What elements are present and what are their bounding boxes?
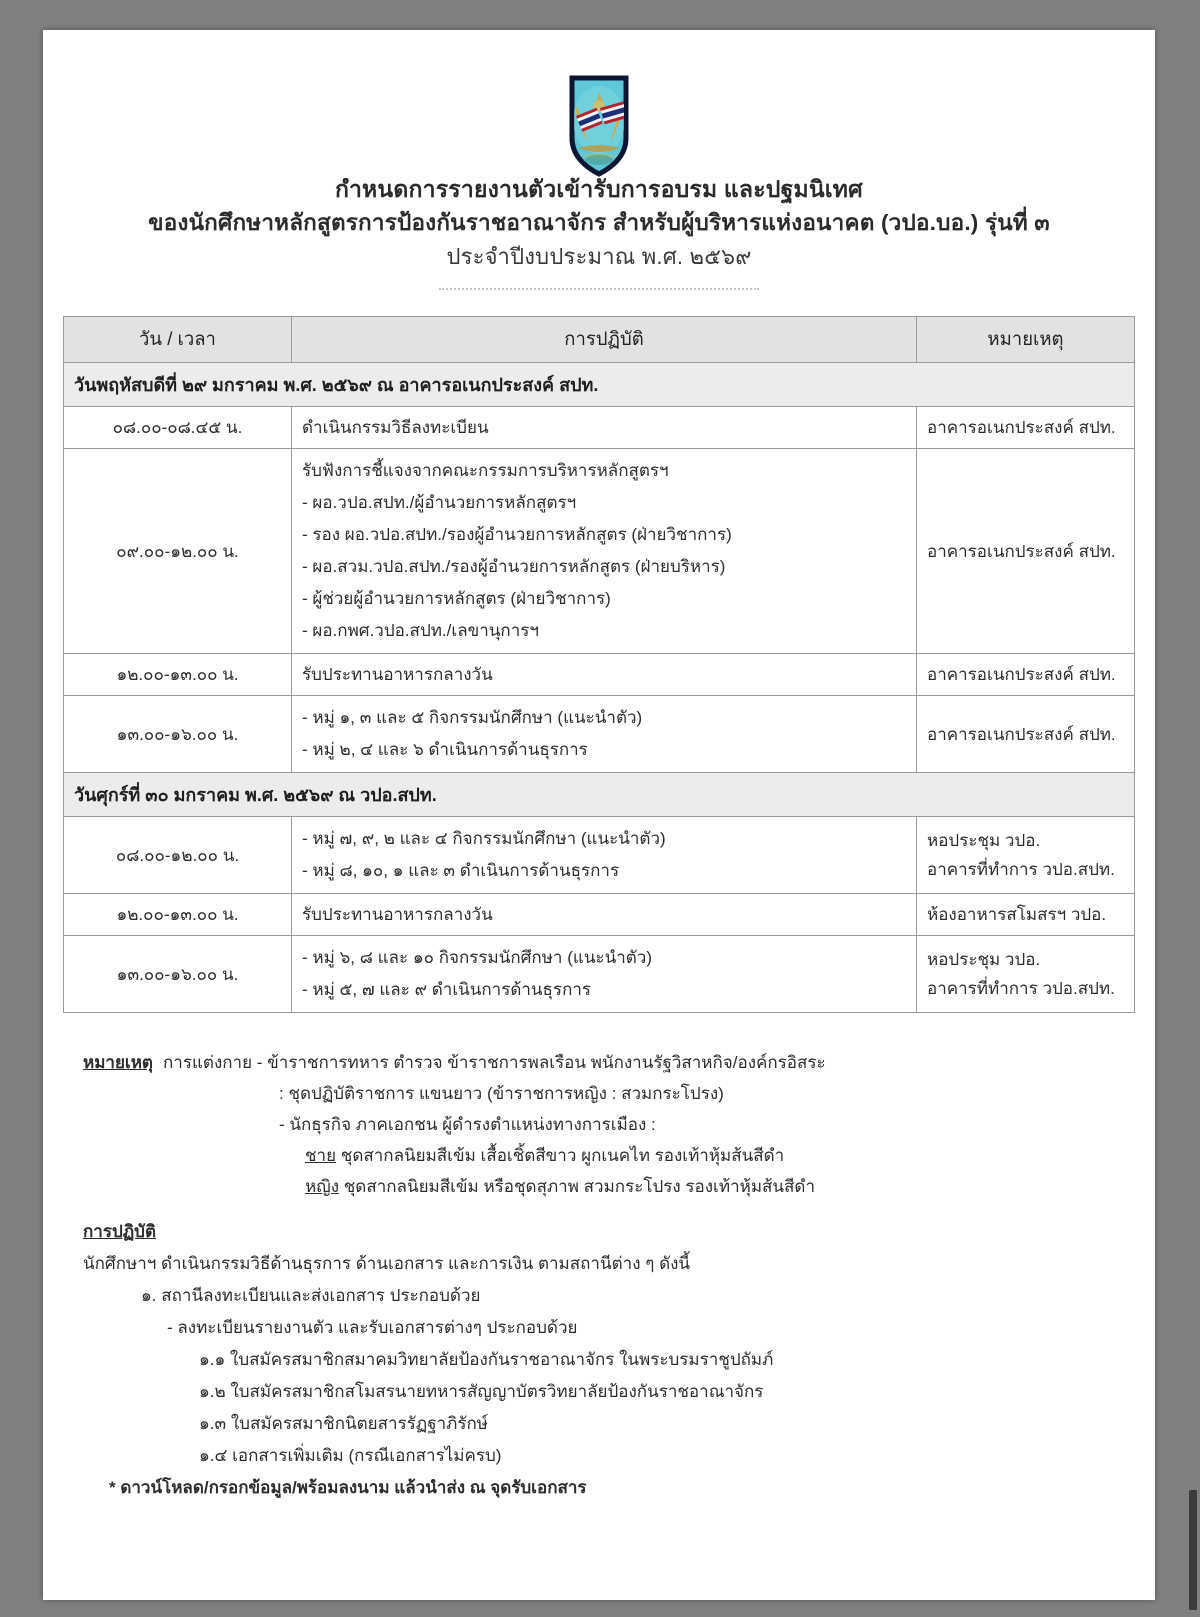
day-header-row xyxy=(64,363,1135,407)
cell-activity xyxy=(292,654,917,696)
cell-activity xyxy=(292,407,917,449)
table-body xyxy=(64,363,1135,1013)
page-title-block xyxy=(43,172,1155,274)
notes-male-label: ชาย xyxy=(305,1146,337,1165)
notes-female-text: ชุดสากลนิยมสีเข้ม หรือชุดสุภาพ สวมกระโปรง รองเท้าหุ้มส้นสีดำ xyxy=(343,1177,815,1196)
notes-female-label: หญิง xyxy=(305,1177,339,1196)
cell-time: ๑๓.๐๐-๑๖.๐๐ น. xyxy=(64,696,292,773)
practice-sub-item-list xyxy=(83,1344,1115,1472)
table-row xyxy=(64,817,1135,894)
activity-line: - หมู่ ๗, ๙, ๒ และ ๔ กิจกรรมนักศึกษา (แนะนำตัว) xyxy=(302,829,666,848)
activity-line: - ผอ.สวม.วปอ.สปท./รองผู้อำนวยการหลักสูตร (ฝ่ายบริหาร) xyxy=(302,557,726,576)
notes-first-row xyxy=(83,1047,1115,1078)
note-line: อาคารอเนกประสงค์ สปท. xyxy=(927,541,1116,561)
column-header-activity: การปฏิบัติ xyxy=(292,317,917,363)
practice-item-1: ๑. สถานีลงทะเบียนและส่งเอกสาร ประกอบด้วย xyxy=(141,1286,481,1305)
activity-line: - หมู่ ๘, ๑๐, ๑ และ ๓ ดำเนินการด้านธุรการ xyxy=(302,861,620,880)
cell-activity xyxy=(292,894,917,936)
page-scrollbar[interactable] xyxy=(1186,0,1200,1617)
activity-line: รับประทานอาหารกลางวัน xyxy=(302,664,493,684)
table-row xyxy=(64,449,1135,654)
notes-section xyxy=(83,1047,1115,1202)
cell-time: ๑๒.๐๐-๑๓.๐๐ น. xyxy=(64,894,292,936)
activity-line: รับประทานอาหารกลางวัน xyxy=(302,904,493,924)
practice-item-1-sub: - ลงทะเบียนรายงานตัว และรับเอกสารต่างๆ ประกอบด้วย xyxy=(167,1318,578,1337)
activity-line: รับฟังการชี้แจงจากคณะกรรมการบริหารหลักสูตรฯ xyxy=(302,461,669,480)
cell-note xyxy=(917,696,1135,773)
schedule-table-container xyxy=(63,316,1135,1013)
activity-line: - หมู่ ๒, ๔ และ ๖ ดำเนินการด้านธุรการ xyxy=(302,740,588,759)
activity-line: ดำเนินกรรมวิธีลงทะเบียน xyxy=(302,417,489,437)
cell-note xyxy=(917,654,1135,696)
cell-note xyxy=(917,817,1135,894)
document-page xyxy=(43,30,1155,1600)
cell-activity xyxy=(292,936,917,1013)
cell-activity xyxy=(292,817,917,894)
day-header-row xyxy=(64,773,1135,817)
table-row xyxy=(64,894,1135,936)
practice-sub-item: ๑.๒ ใบสมัครสมาชิกสโมสรนายทหารสัญญาบัตรวิทยาลัยป้องกันราชอาณาจักร xyxy=(199,1382,764,1401)
schedule-table xyxy=(63,316,1135,1013)
practice-sub-item: ๑.๔ เอกสารเพิ่มเติม (กรณีเอกสารไม่ครบ) xyxy=(199,1446,502,1465)
notes-female-dress-row xyxy=(83,1171,1115,1202)
table-row xyxy=(64,654,1135,696)
note-line: ห้องอาหารสโมสรฯ วปอ. xyxy=(927,905,1107,924)
column-header-note: หมายเหตุ xyxy=(917,317,1135,363)
title-divider xyxy=(439,288,759,290)
practice-heading: การปฏิบัติ xyxy=(83,1222,157,1241)
cell-time: ๑๓.๐๐-๑๖.๐๐ น. xyxy=(64,936,292,1013)
note-line: หอประชุม วปอ. xyxy=(927,831,1041,850)
table-row xyxy=(64,407,1135,449)
page-title-line-3: ประจำปีงบประมาณ พ.ศ. ๒๕๖๙ xyxy=(446,244,752,269)
activity-line: - รอง ผอ.วปอ.สปท./รองผู้อำนวยการหลักสูตร (ฝ่ายวิชาการ) xyxy=(302,525,732,544)
page-title-line-2: ของนักศึกษาหลักสูตรการป้องกันราชอาณาจักร สำหรับผู้บริหารแห่งอนาคต (วปอ.บอ.) รุ่นที่ ๓ xyxy=(148,210,1050,235)
notes-line-3: - นักธุรกิจ ภาคเอกชน ผู้ดำรงตำแหน่งทางการเมือง : xyxy=(279,1115,656,1134)
practice-sub-item: ๑.๑ ใบสมัครสมาชิกสมาคมวิทยาลัยป้องกันราชอาณาจักร ในพระบรมราชูปถัมภ์ xyxy=(199,1350,774,1369)
cell-note xyxy=(917,894,1135,936)
table-row xyxy=(64,696,1135,773)
cell-note xyxy=(917,449,1135,654)
page-title-line-1: กำหนดการรายงานตัวเข้ารับการอบรม และปฐมนิเทศ xyxy=(335,176,863,202)
activity-line: - ผอ.กพศ.วปอ.สปท./เลขานุการฯ xyxy=(302,621,539,640)
cell-note xyxy=(917,407,1135,449)
cell-activity xyxy=(292,449,917,654)
note-line: อาคารอเนกประสงค์ สปท. xyxy=(927,418,1116,437)
cell-time: ๐๘.๐๐-๑๒.๐๐ น. xyxy=(64,817,292,894)
practice-lead: นักศึกษาฯ ดำเนินกรรมวิธีด้านธุรการ ด้านเอกสาร และการเงิน ตามสถานีต่าง ๆ ดังนี้ xyxy=(83,1254,691,1273)
scrollbar-thumb[interactable] xyxy=(1189,1490,1197,1610)
cell-time: ๑๒.๐๐-๑๓.๐๐ น. xyxy=(64,654,292,696)
practice-section xyxy=(83,1216,1115,1504)
column-header-time: วัน / เวลา xyxy=(64,317,292,363)
notes-male-dress-row xyxy=(83,1140,1115,1171)
note-line: อาคารที่ทำการ วปอ.สปท. xyxy=(927,860,1115,879)
activity-line: - หมู่ ๖, ๘ และ ๑๐ กิจกรรมนักศึกษา (แนะนำตัว) xyxy=(302,948,652,967)
cell-note xyxy=(917,936,1135,1013)
activity-line: - ผู้ช่วยผู้อำนวยการหลักสูตร (ฝ่ายวิชาการ) xyxy=(302,589,611,608)
note-line: อาคารอเนกประสงค์ สปท. xyxy=(927,665,1116,684)
emblem-container xyxy=(43,30,1155,170)
royal-thai-ndc-shield-emblem-icon xyxy=(562,72,636,180)
notes-male-text: ชุดสากลนิยมสีเข้ม เสื้อเชิ้ตสีขาว ผูกเนคไท รองเท้าหุ้มส้นสีดำ xyxy=(340,1146,785,1165)
notes-line-2: : ชุดปฏิบัติราชการ แขนยาว (ข้าราชการหญิง : สวมกระโปรง) xyxy=(279,1084,724,1103)
notes-label: หมายเหตุ xyxy=(83,1053,153,1072)
note-line: อาคารที่ทำการ วปอ.สปท. xyxy=(927,979,1115,998)
day-header-label: วันศุกร์ที่ ๓๐ มกราคม พ.ศ. ๒๕๖๙ ณ วปอ.สปท. xyxy=(64,773,1135,817)
table-head xyxy=(64,317,1135,363)
practice-footer-note: * ดาวน์โหลด/กรอกข้อมูล/พร้อมลงนาม แล้วนำส่ง ณ จุดรับเอกสาร xyxy=(109,1478,587,1497)
table-header-row xyxy=(64,317,1135,363)
table-row xyxy=(64,936,1135,1013)
cell-activity xyxy=(292,696,917,773)
activity-line: - ผอ.วปอ.สปท./ผู้อำนวยการหลักสูตรฯ xyxy=(302,493,577,512)
note-line: อาคารอเนกประสงค์ สปท. xyxy=(927,724,1116,744)
cell-time: ๐๙.๐๐-๑๒.๐๐ น. xyxy=(64,449,292,654)
cell-time: ๐๘.๐๐-๐๘.๔๕ น. xyxy=(64,407,292,449)
notes-line-1: การแต่งกาย - ข้าราชการทหาร ตำรวจ ข้าราชการพลเรือน พนักงานรัฐวิสาหกิจ/องค์กรอิสระ xyxy=(162,1053,826,1072)
activity-line: - หมู่ ๕, ๗ และ ๙ ดำเนินการด้านธุรการ xyxy=(302,980,592,999)
activity-line: - หมู่ ๑, ๓ และ ๕ กิจกรรมนักศึกษา (แนะนำตัว) xyxy=(302,708,643,727)
note-line: หอประชุม วปอ. xyxy=(927,950,1041,969)
day-header-label: วันพฤหัสบดีที่ ๒๙ มกราคม พ.ศ. ๒๕๖๙ ณ อาคารอเนกประสงค์ สปท. xyxy=(64,363,1135,407)
practice-sub-item: ๑.๓ ใบสมัครสมาชิกนิตยสารรัฏฐาภิรักษ์ xyxy=(199,1414,488,1433)
